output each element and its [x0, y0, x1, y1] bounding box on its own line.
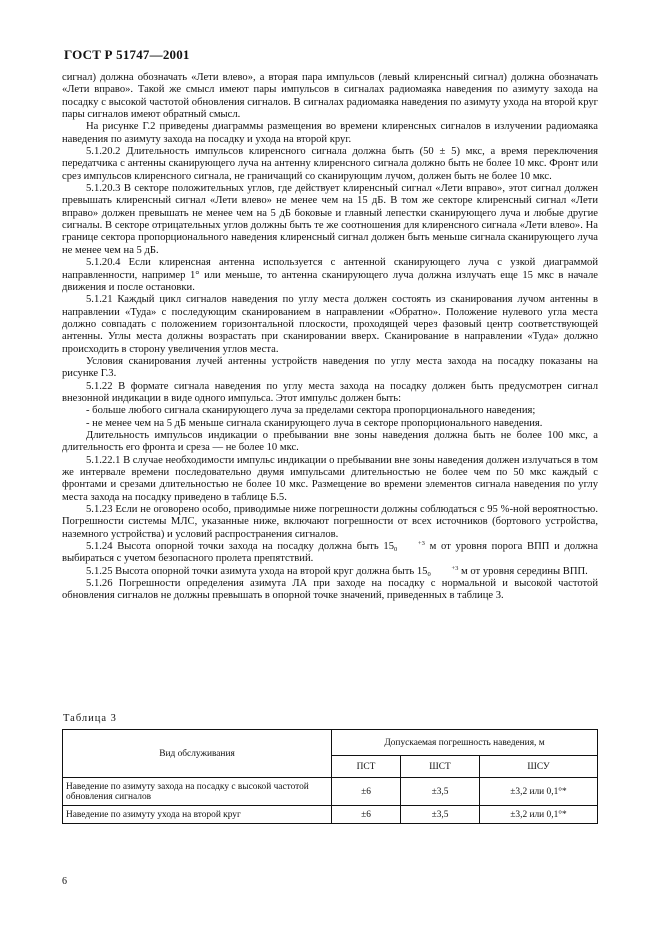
table-row [63, 806, 598, 824]
paragraph-5-1-25 [62, 566, 598, 578]
text-span: м от уровня середины ВПП. [458, 565, 588, 577]
table-row [63, 778, 598, 806]
paragraph: 5.1.22.1 В случае необходимости импульс индикации о пребывании вне зоны наведения должен излучаться в том же интервале времени последовательно двумя импульсами длительностью не более чем по 50 мкс каждый с фронтами и срезами длительностью не более 10 мкс. Размещение во времени элементов сигнала наведения по углу места захода на посадку приведено в таблице Б.5. [62, 454, 598, 503]
tolerance-upper: +3 [418, 540, 425, 548]
cell-service: Наведение по азимуту ухода на второй круг [63, 806, 332, 824]
header-error: Допускаемая погрешность наведения, м [332, 730, 598, 756]
paragraph: 5.1.22 В формате сигнала наведения по углу места захода на посадку должен быть предусмотрен сигнал внезонной индикации в виде одного импульса. Этот импульс должен быть: [62, 380, 598, 404]
col-pst: ПСТ [332, 756, 401, 778]
text-span: 5.1.25 Высота опорной точки азимута ухода на второй круг должна быть 15 [86, 565, 428, 577]
tolerance-lower: 0 [394, 546, 398, 554]
cell-sst: ±3,5 [401, 806, 480, 824]
col-ssu: ШСУ [480, 756, 598, 778]
cell-ssu: ±3,2 или 0,1°* [480, 778, 598, 806]
paragraph: Длительность импульсов индикации о пребывании вне зоны наведения должна быть не более 100 мкс, а длительность его фронта и среза — не более 10 мкс. [62, 429, 598, 454]
cell-pst: ±6 [332, 806, 401, 824]
cell-sst: ±3,5 [401, 778, 480, 806]
paragraph: На рисунке Г.2 приведены диаграммы размещения во времени клиренсных сигналов в излучении радиомаяка наведения по азимуту захода на посадку и ухода на второй круг. [62, 121, 598, 145]
header-service: Вид обслуживания [63, 730, 332, 778]
cell-service: Наведение по азимуту захода на посадку с высокой частотой обновления сигналов [63, 778, 332, 806]
col-sst: ШСТ [401, 756, 480, 778]
cell-ssu: ±3,2 или 0,1°* [480, 806, 598, 824]
page-number: 6 [62, 876, 67, 887]
paragraph: 5.1.23 Если не оговорено особо, приводимые ниже погрешности должны соблюдаться с 95 %-ной вероятностью. Погрешности системы МЛС, указанные ниже, включают погрешности от всех источников (бортового устройства, наземного устройства) и условий распространения сигналов. [62, 504, 598, 540]
tolerance-fraction [394, 541, 425, 553]
tolerance-lower: 0 [427, 570, 431, 578]
text-span: м от уровня порога ВПП и должна выбираться с учетом безопасного пролета препятствий. [62, 541, 598, 565]
accuracy-table [62, 729, 598, 824]
paragraph: 5.1.20.3 В секторе положительных углов, где действует клиренсный сигнал «Лети вправо», этот сигнал должен превышать клиренсный сигнал «Лети влево» не менее чем на 15 дБ. В том же секторе клиренсный сигнал «Лети вправо» должен превышать не менее чем на 5 дБ боковые и главный лепестки сканирующего луча и любые другие сигналы. В секторе отрицательных углов должны быть те же соотношения для клиренсного сигнала «Лети влево». На границе сектора пропорционального наведения клиренсный сигнал должен быть меньше сигнала сканирующего луча не менее чем на 5 дБ. [62, 183, 598, 256]
list-item: - не менее чем на 5 дБ меньше сигнала сканирующего луча в секторе пропорционального наведения. [86, 417, 543, 429]
cell-pst: ±6 [332, 778, 401, 806]
document-header: ГОСТ Р 51747—2001 [64, 47, 190, 62]
body-text [62, 72, 598, 603]
paragraph: 5.1.20.4 Если клиренсная антенна используется с антенной сканирующего луча с узкой диаграммой направленности, например 1° или меньше, то антенна сканирующего луча должна излучать еще 15 мкс в начале движения и после остановки. [62, 257, 598, 293]
paragraph: 5.1.21 Каждый цикл сигналов наведения по углу места должен состоять из сканирования лучом антенны в направлении «Туда» с последующим сканированием в направлении «Обратно». Положение нулевого угла места должно совпадать с положением горизонтальной плоскости, проходящей через фазовый центр соответствующей антенны. Углы места должны возрастать при сканировании вверх. Сканирование в направлении «Туда» должно происходить в сторону увеличения углов места. [62, 294, 598, 355]
list-item: - больше любого сигнала сканирующего луча за пределами сектора пропорционального наведения; [86, 405, 536, 417]
paragraph: 5.1.26 Погрешности определения азимута ЛА при заходе на посадку с нормальной и высокой частотой обновления сигналов не должны превышать в опорной точке значений, приведенных в таблице 3. [62, 578, 598, 602]
paragraph: Условия сканирования лучей антенны устройств наведения по углу места захода на посадку показаны на рисунке Г.3. [62, 355, 598, 380]
tolerance-fraction [427, 566, 458, 578]
tolerance-upper: +3 [451, 564, 459, 572]
paragraph: 5.1.20.2 Длительность импульсов клиренсного сигнала должна быть (50 ± 5) мкс, а время переключения передатчика с антенны сканирующего луча на антенну клиренсного сигнала должно быть не более 10 мкс. Фронт или срез импульсов клиренсного сигнала, не граничащий со сканирующим лучом, должен быть не более 10 мкс. [62, 146, 598, 182]
text-span: 5.1.24 Высота опорной точки захода на посадку должна быть 15 [86, 541, 394, 553]
table-title: Таблица 3 [63, 713, 117, 724]
paragraph: сигнал) должна обозначать «Лети влево», а вторая пара импульсов (левый клиренсный сигнал) должна обозначать «Лети вправо». Такой же смысл имеют пары импульсов в сигналах радиомаяка наведения по азимуту захода на посадку с высокой частотой обновления сигналов. В сигналах радиомаяка наведения по азимуту ухода на второй круг пары сигналов имеют обратный смысл. [62, 72, 598, 121]
paragraph-5-1-24 [62, 541, 598, 566]
